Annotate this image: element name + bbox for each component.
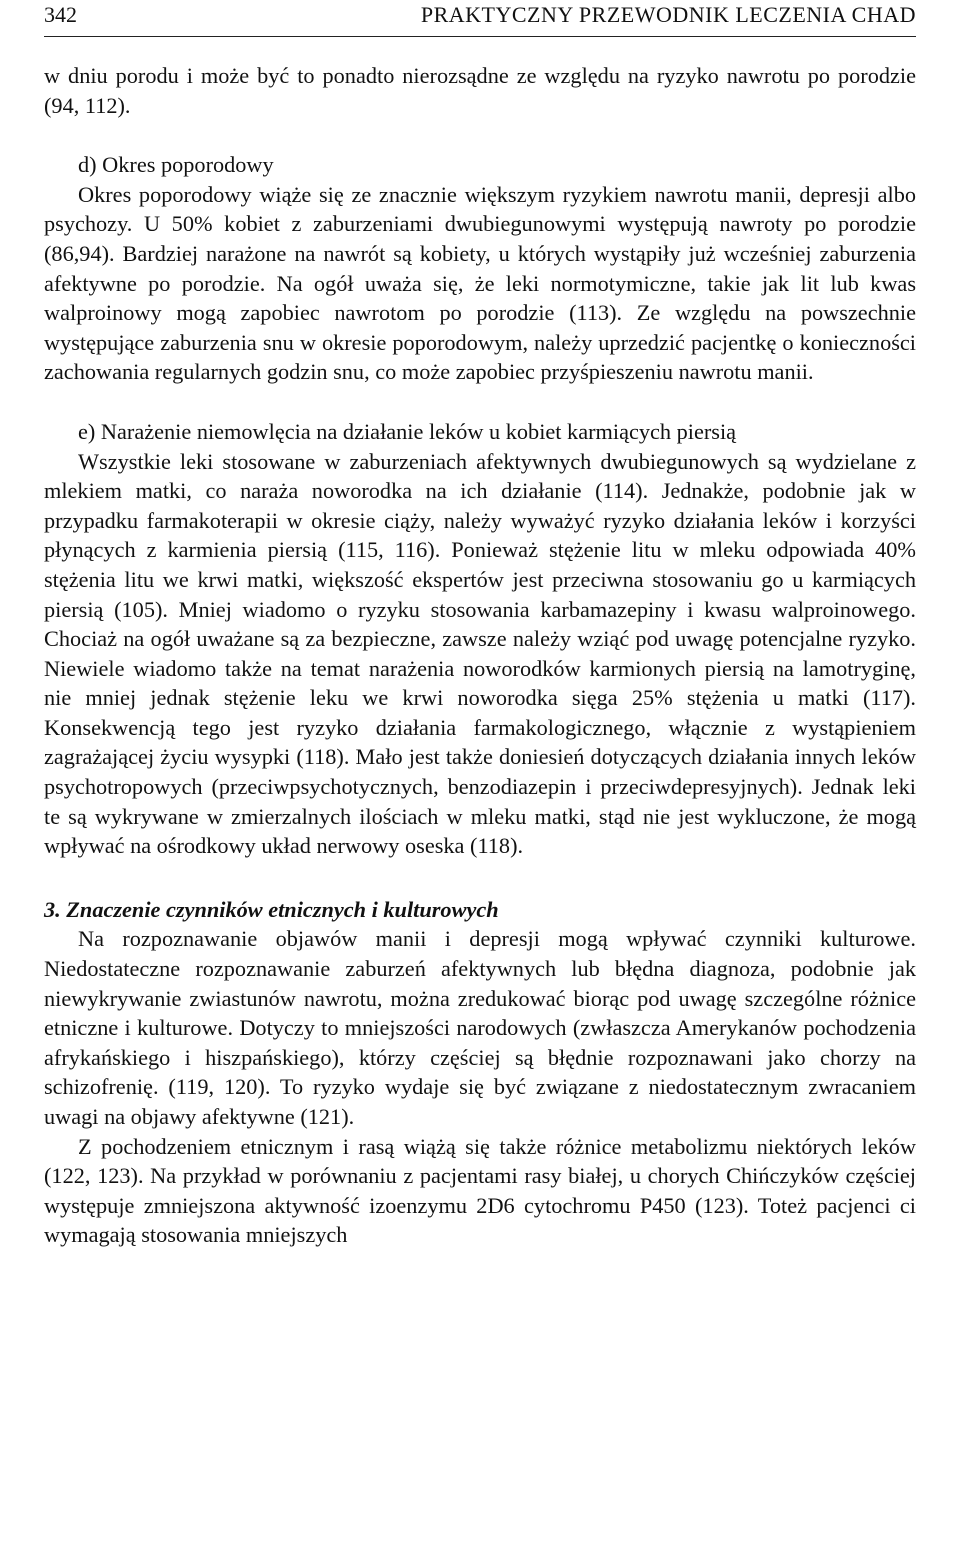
section-3-paragraph-2: Z pochodzeniem etnicznym i rasą wiążą się także różnice metabolizmu niektórych leków (122, 123). Na przykład w porównaniu z pacjentami rasy białej, u chorych Chińczyków częściej występuje zmniejszona aktywność izoenzymu 2D6 cytochromu P450 (123). Toteż pacjenci ci wymagają stosowania mniejszych — [44, 1133, 916, 1248]
section-3-heading: 3. Znaczenie czynników etnicznych i kulturowych — [44, 896, 499, 922]
subsection-e-text: Wszystkie leki stosowane w zaburzeniach afektywnych dwubiegunowych są wydzielane z mlekiem matki, co naraża noworodka na ich działanie (114). Jednakże, podobnie jak w przypadku farmakoterapii w okresie ciąży, należy wyważyć ryzyko działania leków i korzyści płynących z karmienia piersią (115, 116). Ponieważ stężenie litu w mleku odpowiada 40% stężenia litu we krwi matki, większość ekspertów jest przeciwna stosowaniu go u karmiących piersią (105). Mniej wiadomo o ryzyku stosowania karbamazepiny i kwasu walproinowego. Chociaż na ogół uważane są za bezpieczne, zawsze należy wziąć pod uwagę potencjalne ryzyko. Niewiele wiadomo także na temat narażenia noworodków karmionych piersią na lamotryginę, nie mniej jednak stężenie leku we krwi noworodka sięga 25% stężenia u matki (117). Konsekwencją tego jest ryzyko działania farmakologicznego, włącznie z wystąpieniem zagrażającej życiu wysypki (118). Mało jest także doniesień dotyczących działania innych leków psychotropowych (przeciwpsychotycznych, benzodiazepin i przeciwdepresyjnych). Jednak leki te są wykrywane w zmierzalnych ilościach w mleku matki, stąd nie jest wykluczone, że mogą wpływać na ośrodkowy układ nerwowy oseska (118). — [44, 448, 916, 859]
section-3-paragraph-1: Na rozpoznawanie objawów manii i depresji mogą wpływać czynniki kulturowe. Niedostateczne rozpoznawanie zaburzeń afektywnych lub błędna diagnoza, podobnie jak niewykrywanie zwiastunów nawrotu, można zredukować biorąc pod uwagę szczególne różnice etniczne i kulturowe. Dotyczy to mniejszości narodowych (zwłaszcza Amerykanów pochodzenia afrykańskiego i hiszpańskiego), którzy częściej są błędnie rozpoznawani jako chorzy na schizofrenię. (119, 120). To ryzyko wydaje się być związane z niedostatecznym zwracaniem uwagi na objawy afektywne (121). — [44, 926, 916, 1129]
page — [44, 0, 916, 1250]
subsection-d-heading: d) Okres poporodowy — [78, 152, 274, 178]
running-title: PRAKTYCZNY PRZEWODNIK LECZENIA CHAD — [420, 2, 916, 27]
subsection-d-text: Okres poporodowy wiąże się ze znacznie większym ryzykiem nawrotu manii, depresji albo psychozy. U 50% kobiet z zaburzeniami dwubiegunowymi występują nawroty po porodzie (86,94). Bardziej narażone na nawrót są kobiety, u których wystąpiły już wcześniej zaburzenia afektywne po porodzie. Na ogół uważa się, że leki normotymiczne, takie jak lit lub kwas walproinowy mogą zapobiec nawrotom po porodzie (113). Ze względu na powszechnie występujące zaburzenia snu w okresie poporodowym, należy uprzedzić pacjentkę o konieczności zachowania regularnych godzin snu, co może zapobiec przyśpieszeniu nawrotu manii. — [44, 181, 916, 385]
page-body — [44, 61, 916, 1250]
subsection-e-heading: e) Narażenie niemowlęcia na działanie leków u kobiet karmiących piersią — [78, 418, 737, 444]
page-header — [44, 0, 916, 37]
paragraph-continuation: w dniu porodu i może być to ponadto nierozsądne ze względu na ryzyko nawrotu po porodzie (94, 112). — [44, 63, 916, 118]
page-number: 342 — [44, 2, 77, 27]
